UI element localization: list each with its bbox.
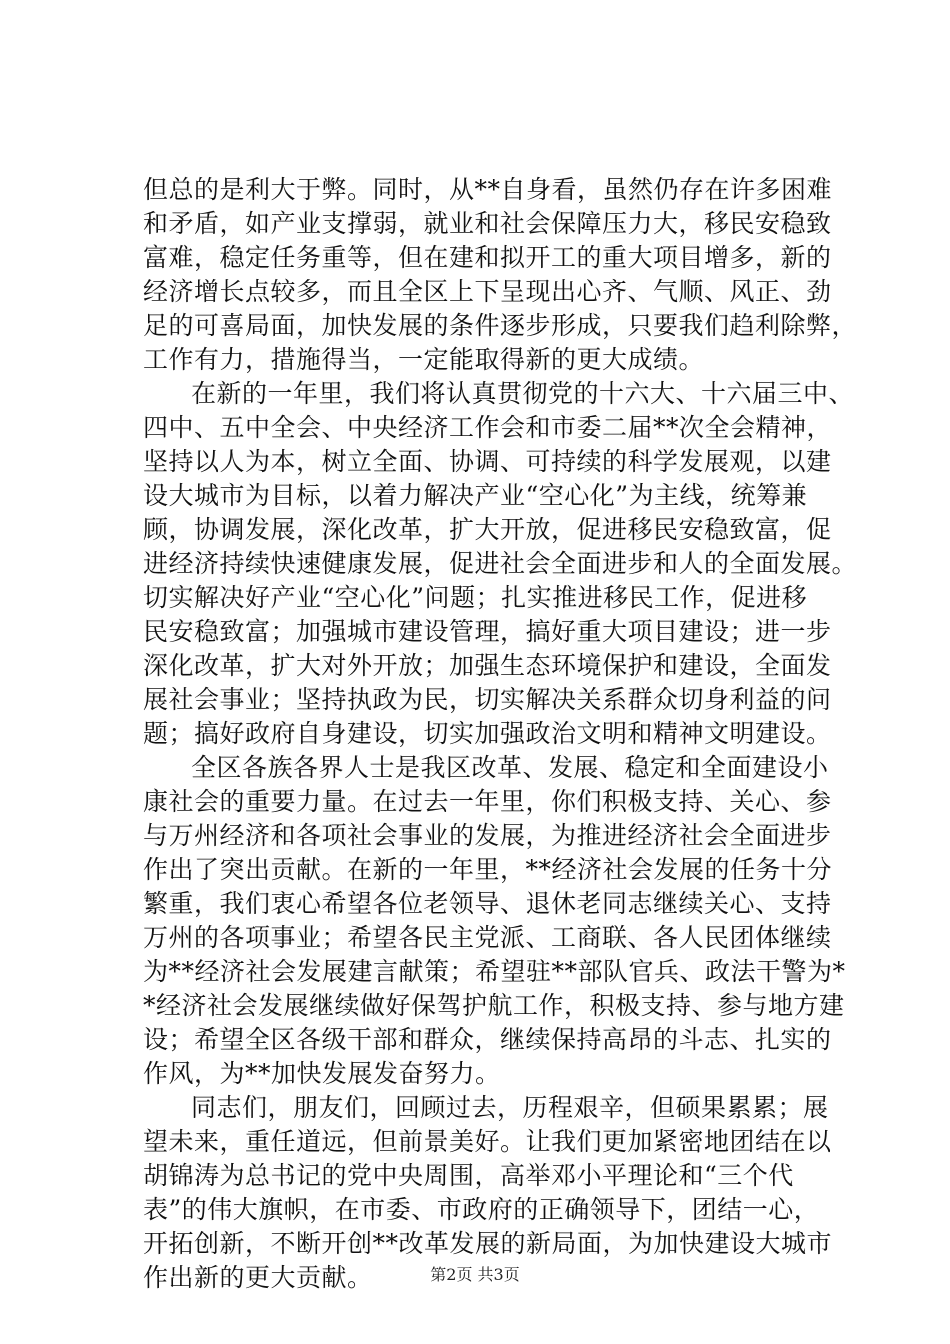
paragraph <box>143 377 858 751</box>
text-line: 但总的是利大于弊。同时，从**自身看，虽然仍存在许多困难 <box>143 175 833 204</box>
text-line: 坚持以人为本，树立全面、协调、可持续的科学发展观，以建 <box>143 447 832 476</box>
text-line: 作风，为**加快发展发奋努力。 <box>143 1059 501 1088</box>
text-line: 民安稳致富；加强城市建设管理，搞好重大项目建设；进一步 <box>143 617 832 646</box>
text-line: 顾，协调发展，深化改革，扩大开放，促进移民安稳致富，促 <box>143 515 832 544</box>
text-line: 万州的各项事业；希望各民主党派、工商联、各人民团体继续 <box>143 923 832 952</box>
text-line: 全区各族各界人士是我区改革、发展、稳定和全面建设小 <box>191 753 829 782</box>
text-line: 足的可喜局面，加快发展的条件逐步形成，只要我们趋利除弊， <box>143 311 858 340</box>
document-body <box>143 173 858 1295</box>
text-line: 作出新的更大贡献。 <box>143 1263 373 1292</box>
text-line: 同志们，朋友们，回顾过去，历程艰辛，但硕果累累；展 <box>191 1093 829 1122</box>
text-line: 康社会的重要力量。在过去一年里，你们积极支持、关心、参 <box>143 787 832 816</box>
page-footer: 第2页 共3页 <box>430 1265 520 1284</box>
text-line: 深化改革，扩大对外开放；加强生态环境保护和建设，全面发 <box>143 651 832 680</box>
text-line: 繁重，我们衷心希望各位老领导、退休老同志继续关心、支持 <box>143 889 832 918</box>
text-line: *经济社会发展继续做好保驾护航工作，积极支持、参与地方建 <box>143 991 845 1020</box>
text-line: 望未来，重任道远，但前景美好。让我们更加紧密地团结在以 <box>143 1127 832 1156</box>
text-line: 设大城市为目标，以着力解决产业“空心化”为主线，统筹兼 <box>143 481 808 510</box>
text-line: 开拓创新，不断开创**改革发展的新局面，为加快建设大城市 <box>143 1229 833 1258</box>
text-line: 作出了突出贡献。在新的一年里，**经济社会发展的任务十分 <box>143 855 833 884</box>
text-line: 为**经济社会发展建言献策；希望驻**部队官兵、政法干警为* <box>143 957 846 986</box>
text-line: 展社会事业；坚持执政为民，切实解决关系群众切身利益的问 <box>143 685 832 714</box>
text-line: 切实解决好产业“空心化”问题；扎实推进移民工作，促进移 <box>143 583 808 612</box>
paragraph <box>143 173 858 377</box>
text-line: 进经济持续快速健康发展，促进社会全面进步和人的全面发展。 <box>143 549 858 578</box>
text-line: 工作有力，措施得当，一定能取得新的更大成绩。 <box>143 345 705 374</box>
text-line: 经济增长点较多，而且全区上下呈现出心齐、气顺、风正、劲 <box>143 277 832 306</box>
text-line: 四中、五中全会、中央经济工作会和市委二届**次全会精神， <box>143 413 833 442</box>
text-line: 和矛盾，如产业支撑弱，就业和社会保障压力大，移民安稳致 <box>143 209 832 238</box>
text-line: 富难，稳定任务重等，但在建和拟开工的重大项目增多，新的 <box>143 243 832 272</box>
text-line: 胡锦涛为总书记的党中央周围，高举邓小平理论和“三个代 <box>143 1161 794 1190</box>
text-line: 设；希望全区各级干部和群众，继续保持高昂的斗志、扎实的 <box>143 1025 832 1054</box>
text-line: 与万州经济和各项社会事业的发展，为推进经济社会全面进步 <box>143 821 832 850</box>
text-line: 在新的一年里，我们将认真贯彻党的十六大、十六届三中、 <box>191 379 855 408</box>
text-line: 表”的伟大旗帜，在市委、市政府的正确领导下，团结一心， <box>143 1195 820 1224</box>
paragraph <box>143 751 846 1091</box>
text-line: 题；搞好政府自身建设，切实加强政治文明和精神文明建设。 <box>143 719 832 748</box>
